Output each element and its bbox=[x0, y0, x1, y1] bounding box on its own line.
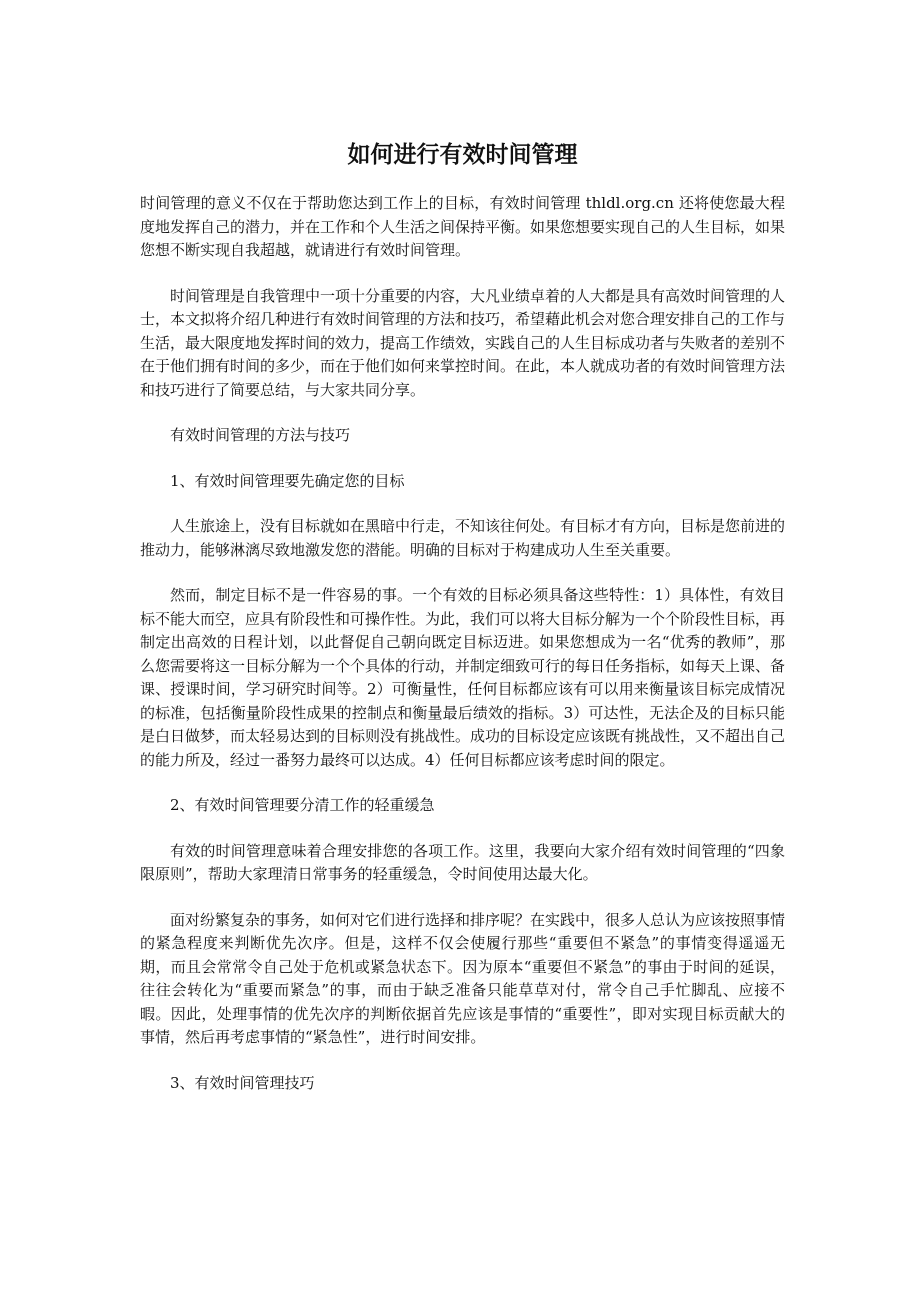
document-title: 如何进行有效时间管理 bbox=[347, 142, 578, 168]
body-paragraph: 人生旅途上，没有目标就如在黑暗中行走，不知该往何处。有目标才有方向，目标是您前进的推动力，能够淋漓尽致地激发您的潜能。明确的目标对于构建成功人生至关重要。 bbox=[140, 517, 786, 559]
body-paragraph: 面对纷繁复杂的事务，如何对它们进行选择和排序呢？在实践中，很多人总认为应该按照事情的紧急程度来判断优先次序。但是，这样不仅会使履行那些“重要但不紧急”的事情变得遥遥无期，而且会常常令自己处于危机或紧急状态下。因为原本“重要但不紧急”的事由于时间的延误，往往会转化为“重要而紧急”的事，而由于缺乏准备只能草草对付，常令自己手忙脚乱、应接不暇。因此，处理事情的优先次序的判断依据首先应该是事情的“重要性”，即对实现目标贡献大的事情，然后再考虑事情的“紧急性”，进行时间安排。 bbox=[140, 910, 786, 1046]
section-heading-2: 2、有效时间管理要分清工作的轻重缓急 bbox=[170, 796, 435, 814]
intro-paragraph: 时间管理的意义不仅在于帮助您达到工作上的目标，有效时间管理 thldl.org.cn 还将使您最大程度地发挥自己的潜力，并在工作和个人生活之间保持平衡。如果您想要实现自己的人生目标，如果您想不断实现自我超越，就请进行有效时间管理。 bbox=[140, 194, 786, 259]
body-paragraph: 时间管理是自我管理中一项十分重要的内容，大凡业绩卓着的人大都是具有高效时间管理的人士，本文拟将介绍几种进行有效时间管理的方法和技巧，希望藉此机会对您合理安排自己的工作与生活，最大限度地发挥时间的效力，提高工作绩效，实践自己的人生目标成功者与失败者的差别不在于他们拥有时间的多少，而在于他们如何来掌控时间。在此，本人就成功者的有效时间管理方法和技巧进行了简要总结，与大家共同分享。 bbox=[140, 286, 786, 399]
body-paragraph: 然而，制定目标不是一件容易的事。一个有效的目标必须具备这些特性：1）具体性，有效目标不能大而空，应具有阶段性和可操作性。为此，我们可以将大目标分解为一个个阶段性目标，再制定出高效的日程计划，以此督促自己朝向既定目标迈进。如果您想成为一名“优秀的教师”，那么您需要将这一目标分解为一个个具体的行动，并制定细致可行的每日任务指标，如每天上课、备课、授课时间，学习研究时间等。2）可衡量性，任何目标都应该有可以用来衡量该目标完成情况的标准，包括衡量阶段性成果的控制点和衡量最后绩效的指标。3）可达性，无法企及的目标只能是白日做梦，而太轻易达到的目标则没有挑战性。成功的目标设定应该既有挑战性，又不超出自己的能力所及，经过一番努力最终可以达成。4）任何目标都应该考虑时间的限定。 bbox=[140, 586, 786, 769]
section-heading: 有效时间管理的方法与技巧 bbox=[170, 426, 351, 444]
section-heading-3: 3、有效时间管理技巧 bbox=[170, 1073, 315, 1092]
body-paragraph: 有效的时间管理意味着合理安排您的各项工作。这里，我要向大家介绍有效时间管理的“四象限原则”，帮助大家理清日常事务的轻重缓急，令时间使用达最大化。 bbox=[140, 841, 785, 883]
document-body bbox=[140, 138, 785, 1117]
section-heading-1: 1、有效时间管理要先确定您的目标 bbox=[170, 471, 405, 490]
